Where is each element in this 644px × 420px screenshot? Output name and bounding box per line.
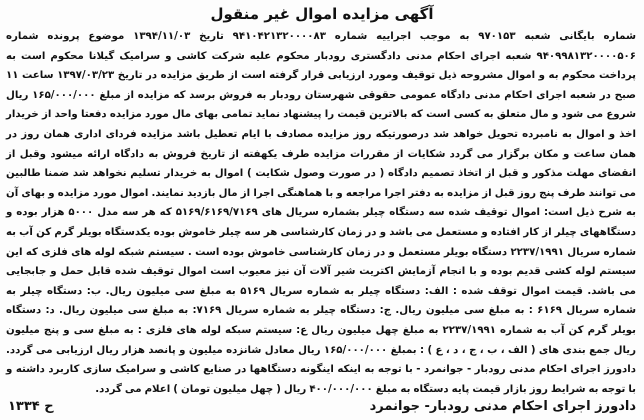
notice-code: ح ۱۳۳۴ xyxy=(8,398,54,414)
notice-body: شماره بایگانی شعبه ۹۷۰۱۵۳ به موجب اجراییه شماره ۹۴۱۰۴۲۱۳۲۰۰۰۰۸۳ تاریخ ۱۳۹۴/۱۱/۰۳ موضوع پرونده شماره ۹۴۰۹۹۸۱۳۲۰۰۰۰۵۰۶ شعبه اجرای احکام مدنی دادگستری رودبار محکوم علیه شرکت کاشی و سرامیک گیلانا محکوم است به پرداخت محکوم به و اموال مشروحه ذیل توقیف ومورد ارزیابی قرار گرفته است از طریق مزایده در تاریخ ۱۳۹۷/۰۳/۲۳ ساعت ۱۱ صبح در شعبه اجرای احکام مدنی دادگاه عمومی حقوقی شهرستان رودبار به فروش برسد که مزایده از مبلغ ۱۶۵/۰۰۰/۰۰۰ ریال شروع می شود و مال متعلق به کسی است که بالاترین قیمت را پیشنهاد نماید تمامی بهای مال مورد مزایده دفعتا واحد از خریدار اخذ و اموال به نامبرده تحویل خواهد شد درصورتیکه روز مزایده مصادف با ایام تعطیل باشد مزایده فردای اداری همان روز در همان ساعت و مکان برگزار می گردد شکایات از مقررات مزایده طرف یکهفته از تاریخ فروش به دادگاه ارائه میشود وقبل از انقضای مهلت مذکور و قبل از اتخاذ تصمیم دادگاه ( در صورت وصول شکایت ) اموال به خریدار تسلیم نخواهد شد ضمنا طالبین می توانند طرف پنج روز قبل از مزایده به دفتر اجرا مراجعه و با هماهنگی اجرا از مال بازدید نمایند. اموال مورد مزایده و بهای آن به شرح ذیل است: اموال توقیف شده سه دستگاه چیلر بشماره سریال های ۵۱۶۹/۶۱۶۹/۷۱۶۹ که هر سه مدل ۵۰۰۰ هزار بوده و دستگاههای چیلر از کار افتاده و مستعمل می باشد و در زمان کارشناسی هر سه چیلر خاموش بوده یکدستگاه بویلر گرم کن آب به شماره سریال ۲۲۳۷/۱۹۹۱ دستگاه بویلر مستعمل و در زمان کارشناسی خاموش بوده است . سیستم شبکه لوله های فلزی که این سیستم لوله کشی قدیم بوده و با انجام آزمایش اکتریت شیر آلات آن نیز معیوب است اموال توقیف شده قابل حمل و جابجایی می باشد. قیمت اموال توقف شده : الف: دستگاه چیلر به شماره سریال ۵۱۶۹ به مبلغ سی میلیون ریال. ب: دستگاه چیلر به شماره سریال ۶۱۶۹ : به مبلغ سی میلیون ریال. ج: دستگاه چیلر به شماره سریال ۷۱۶۹: به مبلغ سی میلیون ریال. د: دستگاه بویلر گرم کن آب به شماره ۲۲۳۷/۱۹۹۱ به مبلغ چهل میلیون ریال ع: سیستم سبکه لوله های فلزی : به مبلغ سی و پنج میلیون ریال جمع بندی های ( الف ، ب ، ج ، د ، ع ) : بمبلغ ۱۶۵/۰۰۰/۰۰۰ ریال معادل شانزده میلیون و پانصد هزار ریال ارزیابی می گردد. دادورز اجرای احکام مدنی رودبار - جوانمرد - با توجه به اینکه اینگونه دستگاهها در صنایع کاشی و سرامیک سازی کاربرد داشته و با توجه به شرایط روز بازار قیمت پایه دستگاه به مبلغ ۴۰۰/۰۰۰/۰۰۰ ریال ( چهل میلیون تومان ) اعلام می گردد. xyxy=(6,31,637,395)
notice-signature: دادورز اجرای احکام مدنی رودبار- جوانمرد xyxy=(369,398,636,414)
notice-title: آگهی مزایده اموال غیر منقول xyxy=(210,5,434,23)
notice-footer xyxy=(8,396,636,416)
